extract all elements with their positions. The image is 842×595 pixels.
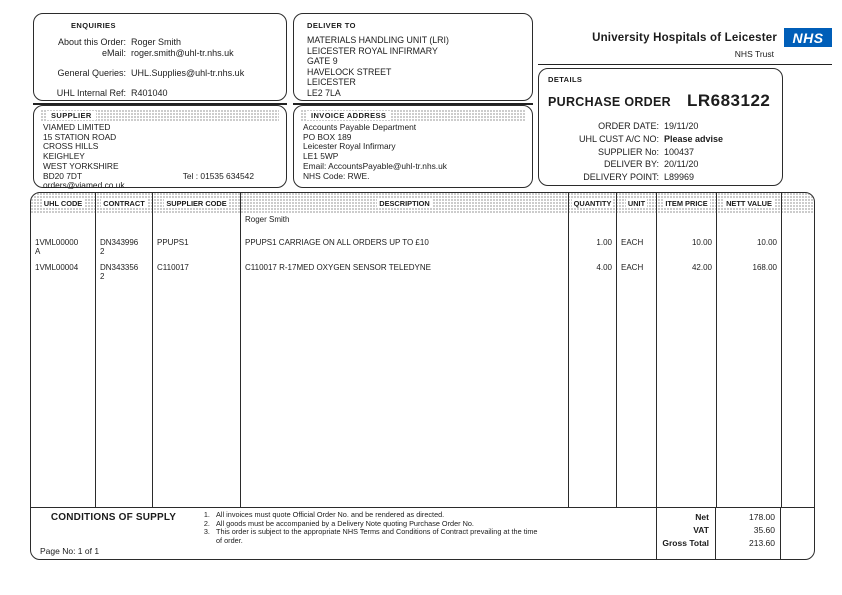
unit-cell: EACH bbox=[617, 237, 657, 262]
condition-item: 2. All goods must be accompanied by a Delivery Note quoting Purchase Order No. bbox=[212, 520, 542, 529]
nhs-logo-icon: NHS bbox=[784, 28, 832, 47]
enquiries-value: Roger Smith bbox=[131, 37, 182, 47]
description-cell: PPUPS1 CARRIAGE ON ALL ORDERS UP TO £10 bbox=[241, 237, 569, 262]
conditions-title: CONDITIONS OF SUPPLY bbox=[50, 511, 177, 523]
address-line: PO BOX 189 bbox=[303, 131, 352, 142]
spacer-row bbox=[31, 229, 814, 237]
enquiries-title: ENQUIRIES bbox=[71, 21, 116, 30]
vat-label: VAT bbox=[693, 524, 709, 535]
page-number: Page No: 1 of 1 bbox=[40, 546, 100, 556]
address-line: KEIGHLEY bbox=[43, 151, 85, 162]
address-line: Leicester Royal Infirmary bbox=[303, 141, 396, 152]
column-header-spacer bbox=[782, 193, 814, 214]
item-price-cell: 42.00 bbox=[657, 262, 717, 507]
nett-value-cell: 168.00 bbox=[717, 262, 782, 507]
details-field bbox=[539, 146, 782, 159]
address-line: HAVELOCK STREET bbox=[307, 66, 392, 77]
enquiries-label: General Queries: bbox=[57, 68, 126, 78]
requisitioner-name: Roger Smith bbox=[241, 214, 569, 229]
enquiries-value: R401040 bbox=[131, 88, 168, 98]
details-box bbox=[538, 68, 783, 186]
nett-value-cell: 10.00 bbox=[717, 237, 782, 262]
address-line: VIAMED LIMITED bbox=[43, 122, 111, 132]
field-label: SUPPLIER No: bbox=[597, 146, 659, 157]
enquiries-row bbox=[34, 48, 286, 59]
condition-item: 3. This order is subject to the appropriate NHS Terms and Conditions of Contract prevailing at the time of order. bbox=[212, 528, 542, 546]
field-label: DELIVERY POINT: bbox=[583, 172, 659, 183]
supplier-phone: Tel : 01535 634542 bbox=[182, 170, 254, 181]
purchase-order-number: LR683122 bbox=[686, 91, 771, 110]
field-label: UHL CUST A/C NO: bbox=[578, 133, 659, 144]
address-line: Accounts Payable Department bbox=[303, 122, 417, 132]
supplier-postcode: BD20 7DT bbox=[43, 170, 83, 181]
address-line: NHS Code: RWE. bbox=[303, 170, 370, 181]
column-header: QUANTITY bbox=[569, 193, 617, 214]
column-header: DESCRIPTION bbox=[241, 193, 569, 214]
trust-name: University Hospitals of Leicester bbox=[592, 31, 777, 44]
field-value: Please advise bbox=[664, 133, 724, 144]
field-value: 100437 bbox=[664, 146, 695, 157]
purchase-order-line bbox=[548, 91, 782, 111]
order-items-table bbox=[30, 192, 815, 560]
enquiries-row bbox=[34, 88, 286, 99]
address-line: WEST YORKSHIRE bbox=[43, 160, 119, 171]
enquiries-label: eMail: bbox=[101, 48, 126, 58]
details-field bbox=[539, 158, 782, 171]
column-header: UNIT bbox=[617, 193, 657, 214]
address-line: CROSS HILLS bbox=[43, 141, 99, 152]
quantity-cell: 1.00 bbox=[569, 237, 617, 262]
address-line: Email: AccountsPayable@uhl-tr.nhs.uk bbox=[303, 160, 447, 171]
supplier-address bbox=[34, 123, 286, 191]
address-line: LEICESTER ROYAL INFIRMARY bbox=[307, 45, 438, 56]
table-row bbox=[31, 262, 814, 507]
divider bbox=[538, 64, 832, 65]
details-field bbox=[539, 171, 782, 184]
uhl-code-cell: 1VML00004 bbox=[31, 262, 96, 507]
trust-header bbox=[545, 28, 832, 59]
address-line: LE2 7LA bbox=[307, 87, 341, 98]
conditions-list bbox=[196, 508, 656, 546]
field-label: DELIVER BY: bbox=[603, 159, 659, 170]
purchase-order-label: PURCHASE ORDER bbox=[548, 95, 671, 109]
item-price-cell: 10.00 bbox=[657, 237, 717, 262]
uhl-code-cell: 1VML00000 A bbox=[31, 237, 96, 262]
field-value: 20/11/20 bbox=[664, 159, 699, 170]
enquiries-value: roger.smith@uhl-tr.nhs.uk bbox=[131, 48, 234, 58]
enquiries-box bbox=[33, 13, 287, 101]
field-value: L89969 bbox=[664, 172, 695, 183]
deliver-to-title: DELIVER TO bbox=[307, 21, 356, 30]
enquiries-row bbox=[34, 37, 286, 48]
deliver-to-address bbox=[307, 35, 532, 99]
address-line: 15 STATION ROAD bbox=[43, 131, 117, 142]
invoice-address bbox=[294, 123, 532, 181]
details-title: DETAILS bbox=[548, 75, 583, 84]
description-cell: C110017 R-17MED OXYGEN SENSOR TELEDYNE bbox=[241, 262, 569, 507]
condition-item: 1. All invoices must quote Official Order No. and be rendered as directed. bbox=[212, 511, 542, 520]
enquiries-row bbox=[34, 68, 286, 79]
supplier-box bbox=[33, 105, 287, 191]
invoice-address-box bbox=[293, 105, 533, 188]
address-line: GATE 9 bbox=[307, 56, 338, 67]
supplier-code-cell: C110017 bbox=[153, 262, 241, 507]
details-field bbox=[539, 133, 782, 146]
invoice-address-title: INVOICE ADDRESS bbox=[307, 111, 390, 120]
address-line: LEICESTER bbox=[307, 77, 356, 88]
address-line: MATERIALS HANDLING UNIT (LRI) bbox=[307, 35, 449, 45]
table-body bbox=[31, 214, 814, 507]
trust-subtitle: NHS Trust bbox=[734, 49, 774, 59]
field-label: ORDER DATE: bbox=[598, 121, 659, 131]
net-label: Net bbox=[695, 511, 709, 522]
supplier-code-cell: PPUPS1 bbox=[153, 237, 241, 262]
field-value: 19/11/20 bbox=[664, 121, 699, 131]
column-header: CONTRACT bbox=[96, 193, 153, 214]
unit-cell: EACH bbox=[617, 262, 657, 507]
totals-values bbox=[716, 508, 780, 559]
totals-labels bbox=[657, 508, 716, 559]
contract-cell: DN343356 2 bbox=[96, 262, 153, 507]
requisitioner-row bbox=[31, 214, 814, 229]
column-header: NETT VALUE bbox=[717, 193, 782, 214]
deliver-to-box bbox=[293, 13, 533, 101]
gross-total-value: 213.60 bbox=[749, 537, 775, 548]
enquiries-label: UHL Internal Ref: bbox=[56, 88, 126, 98]
net-value: 178.00 bbox=[749, 511, 775, 522]
conditions-area bbox=[31, 508, 656, 559]
supplier-title: SUPPLIER bbox=[47, 111, 96, 120]
column-header: UHL CODE bbox=[31, 193, 96, 214]
footer-spacer bbox=[781, 508, 814, 559]
contract-cell: DN343996 2 bbox=[96, 237, 153, 262]
vat-value: 35.60 bbox=[753, 524, 775, 535]
table-row bbox=[31, 237, 814, 262]
table-header-row bbox=[31, 193, 814, 214]
enquiries-value: UHL.Supplies@uhl-tr.nhs.uk bbox=[131, 68, 245, 78]
details-fields bbox=[539, 120, 782, 184]
details-field bbox=[539, 120, 782, 133]
invoice-header-band bbox=[301, 110, 525, 121]
enquiries-rows bbox=[34, 37, 286, 99]
quantity-cell: 4.00 bbox=[569, 262, 617, 507]
totals-block bbox=[656, 508, 781, 559]
address-line: LE1 5WP bbox=[303, 151, 339, 162]
table-footer bbox=[31, 507, 814, 559]
gross-total-label: Gross Total bbox=[662, 537, 709, 548]
supplier-email: orders@viamed.co.uk bbox=[43, 180, 125, 191]
column-header: SUPPLIER CODE bbox=[153, 193, 241, 214]
supplier-header-band bbox=[41, 110, 279, 121]
enquiries-label: About this Order: bbox=[57, 37, 126, 47]
column-header: ITEM PRICE bbox=[657, 193, 717, 214]
